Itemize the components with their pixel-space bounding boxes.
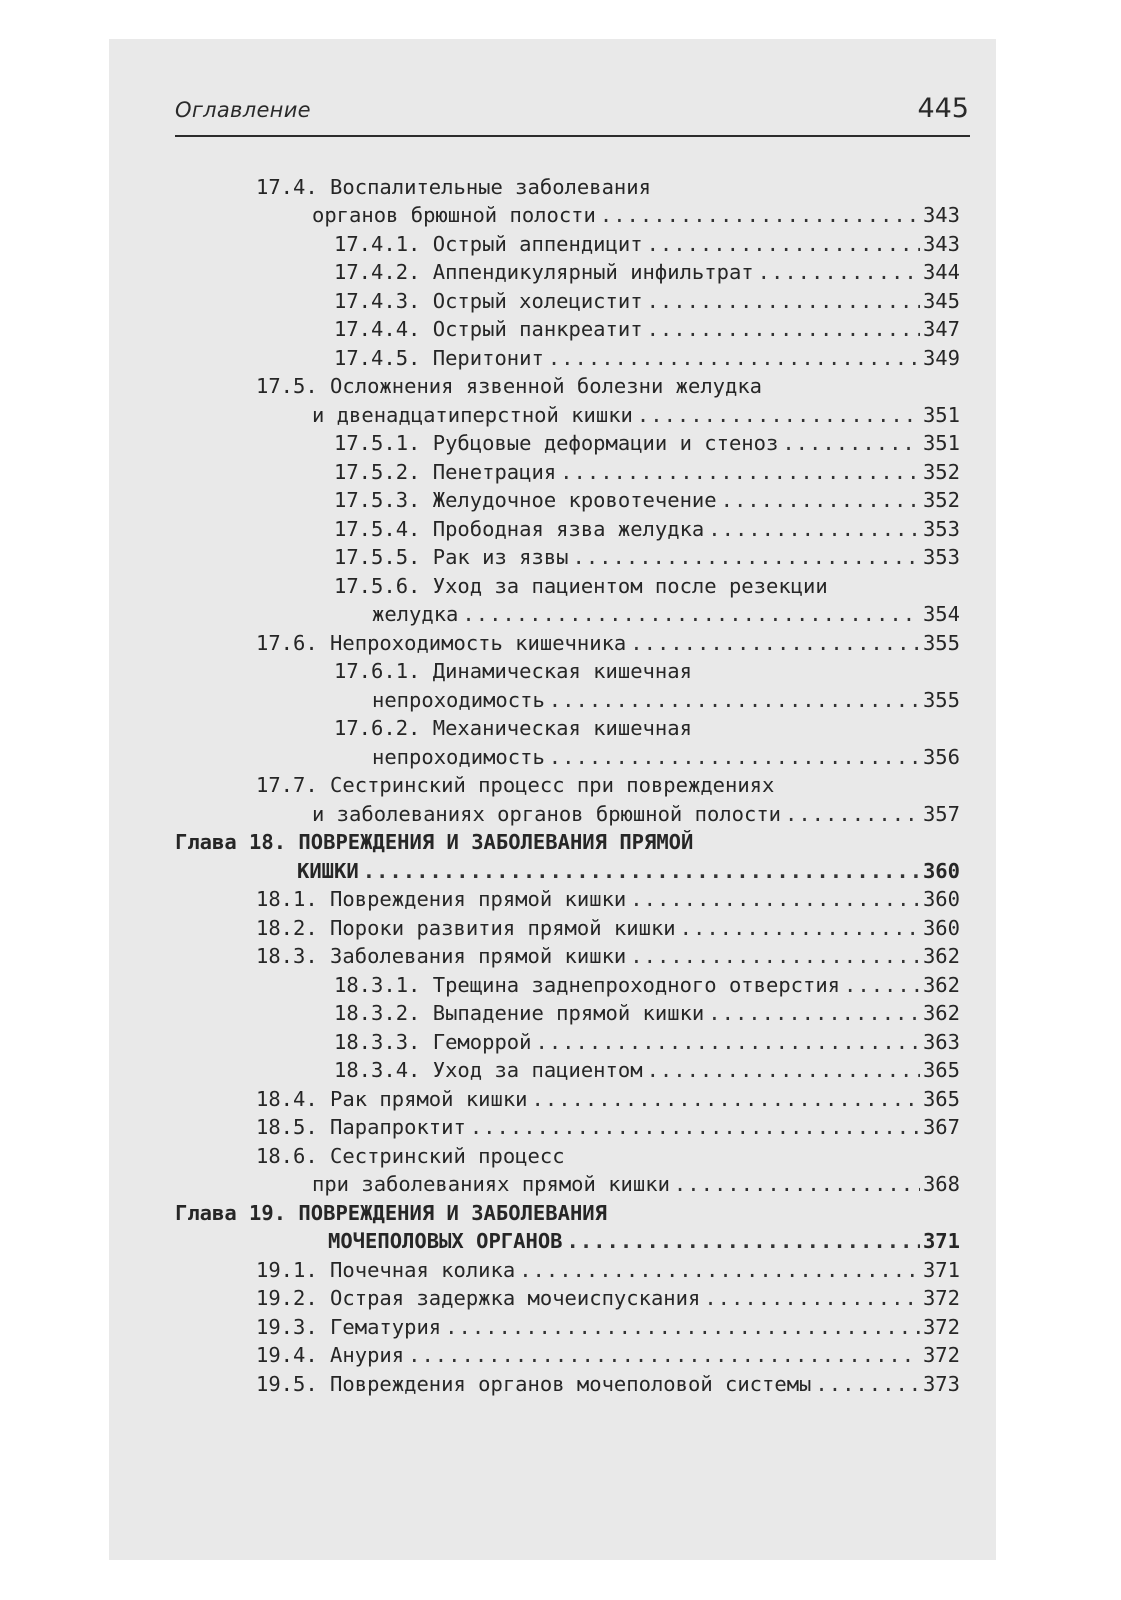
toc-entry: 17.4.3. Острый холецистит ..... 345 [334,287,960,316]
toc-entry: 18.3.1. Трещина заднепроходного отверстия ..... 362 [334,971,960,1000]
toc-entry: и заболеваниях органов брюшной полости ..... 357 [312,800,960,829]
toc-entry: 17.5.6. Уход за пациентом после резекции [334,574,828,598]
toc-entry: 17.6.2. Механическая кишечная [334,716,692,740]
toc-entry: желудка ..... 354 [372,600,960,629]
toc-chapter: Глава 18. ПОВРЕЖДЕНИЯ И ЗАБОЛЕВАНИЯ ПРЯМОЙ [175,830,694,854]
running-header-title: Оглавление [175,98,311,122]
toc-entry: и двенадцатиперстной кишки ..... 351 [312,401,960,430]
toc-entry: 18.3.3. Геморрой ..... 363 [334,1028,960,1057]
toc-entry: 17.4.5. Перитонит ..... 349 [334,344,960,373]
toc-entry: 17.5.3. Желудочное кровотечение ..... 352 [334,486,960,515]
toc-entry: 17.7. Сестринский процесс при повреждениях [256,773,775,797]
toc-entry: органов брюшной полости ..... 343 [312,201,960,230]
toc-entry: 19.2. Острая задержка мочеиспускания ..... 372 [256,1284,960,1313]
toc-entry: 18.5. Парапроктит ..... 367 [256,1113,960,1142]
toc-entry: 18.3.4. Уход за пациентом ..... 365 [334,1056,960,1085]
toc-entry: 19.5. Повреждения органов мочеполовой системы ..... 373 [256,1370,960,1399]
toc-entry: 18.3. Заболевания прямой кишки ..... 362 [256,942,960,971]
toc-entry: 17.4.1. Острый аппендицит ..... 343 [334,230,960,259]
toc-entry: 19.1. Почечная колика ..... 371 [256,1256,960,1285]
toc-chapter: КИШКИ ..... 360 [297,857,960,886]
toc-entry: 18.4. Рак прямой кишки ..... 365 [256,1085,960,1114]
toc-entry: 17.4.2. Аппендикулярный инфильтрат ..... 344 [334,258,960,287]
toc-entry: 17.6.1. Динамическая кишечная [334,659,692,683]
toc-chapter: Глава 19. ПОВРЕЖДЕНИЯ И ЗАБОЛЕВАНИЯ [175,1201,607,1225]
toc-entry: непроходимость ..... 355 [372,686,960,715]
page-number: 445 [917,93,969,124]
toc-entry: 19.4. Анурия ..... 372 [256,1341,960,1370]
toc-entry: при заболеваниях прямой кишки ..... 368 [312,1170,960,1199]
toc-entry: 17.4.4. Острый панкреатит ..... 347 [334,315,960,344]
toc-entry: непроходимость ..... 356 [372,743,960,772]
toc-entry: 17.6. Непроходимость кишечника ..... 355 [256,629,960,658]
toc-entry: 18.6. Сестринский процесс [256,1144,565,1168]
toc-entry: 18.3.2. Выпадение прямой кишки ..... 362 [334,999,960,1028]
toc-entry: 17.5.1. Рубцовые деформации и стеноз ..... 351 [334,429,960,458]
toc-entry: 17.5.4. Прободная язва желудка ..... 353 [334,515,960,544]
toc-entry: 17.5.5. Рак из язвы ..... 353 [334,543,960,572]
toc-entry: 17.5. Осложнения язвенной болезни желудка [256,374,763,398]
toc-chapter: МОЧЕПОЛОВЫХ ОРГАНОВ ..... 371 [328,1227,960,1256]
toc-entry: 18.2. Пороки развития прямой кишки ..... 360 [256,914,960,943]
toc-entry: 17.4. Воспалительные заболевания [256,175,651,199]
toc-entry: 19.3. Гематурия ..... 372 [256,1313,960,1342]
toc-entry: 17.5.2. Пенетрация ..... 352 [334,458,960,487]
toc-entry: 18.1. Повреждения прямой кишки ..... 360 [256,885,960,914]
